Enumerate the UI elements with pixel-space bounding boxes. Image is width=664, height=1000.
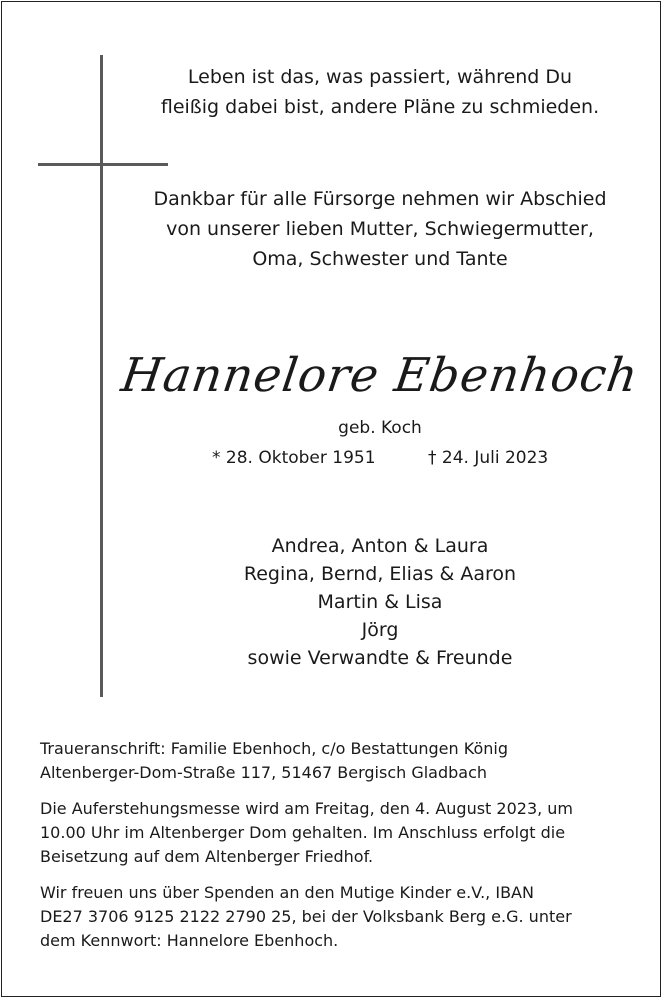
- farewell-text: [120, 184, 640, 274]
- motto-quote: [120, 62, 640, 122]
- farewell-line: Dankbar für alle Fürsorge nehmen wir Abschied: [153, 188, 607, 210]
- death-date: † 24. Juli 2023: [428, 448, 549, 468]
- mourner-line: Jörg: [361, 619, 399, 641]
- mass-line: Beisetzung auf dem Altenberger Friedhof.: [40, 847, 374, 866]
- donation-notice: [40, 881, 626, 953]
- mass-line: 10.00 Uhr im Altenberger Dom gehalten. Im Anschluss erfolgt die: [40, 823, 566, 842]
- mourner-line: Andrea, Anton & Laura: [271, 535, 489, 557]
- motto-line: fleißig dabei bist, andere Pläne zu schmieden.: [160, 96, 600, 118]
- donation-line: Wir freuen uns über Spenden an den Mutige Kinder e.V., IBAN: [40, 883, 534, 902]
- mourner-line: sowie Verwandte & Freunde: [247, 647, 513, 669]
- farewell-line: von unserer lieben Mutter, Schwiegermutter,: [166, 218, 594, 240]
- cross-icon: [100, 55, 103, 697]
- cross-icon-crossbar: [38, 163, 168, 166]
- farewell-line: Oma, Schwester und Tante: [252, 248, 508, 270]
- mourner-line: Martin & Lisa: [317, 591, 443, 613]
- birth-date: * 28. Oktober 1951: [212, 448, 376, 468]
- donation-line: dem Kennwort: Hannelore Ebenhoch.: [40, 931, 339, 950]
- condolence-address: [40, 737, 626, 785]
- address-line: Traueranschrift: Familie Ebenhoch, c/o Bestattungen König: [40, 739, 508, 758]
- mourners-list: [120, 532, 640, 672]
- address-line: Altenberger-Dom-Straße 117, 51467 Bergisch Gladbach: [40, 763, 488, 782]
- deceased-name: Hannelore Ebenhoch: [118, 348, 642, 402]
- mourner-line: Regina, Bernd, Elias & Aaron: [243, 563, 517, 585]
- motto-line: Leben ist das, was passiert, während Du: [187, 66, 573, 88]
- donation-line: DE27 3706 9125 2122 2790 25, bei der Volksbank Berg e.G. unter: [40, 907, 572, 926]
- mass-line: Die Auferstehungsmesse wird am Freitag, den 4. August 2023, um: [40, 799, 574, 818]
- maiden-name: geb. Koch: [338, 418, 422, 438]
- mass-notice: [40, 797, 626, 869]
